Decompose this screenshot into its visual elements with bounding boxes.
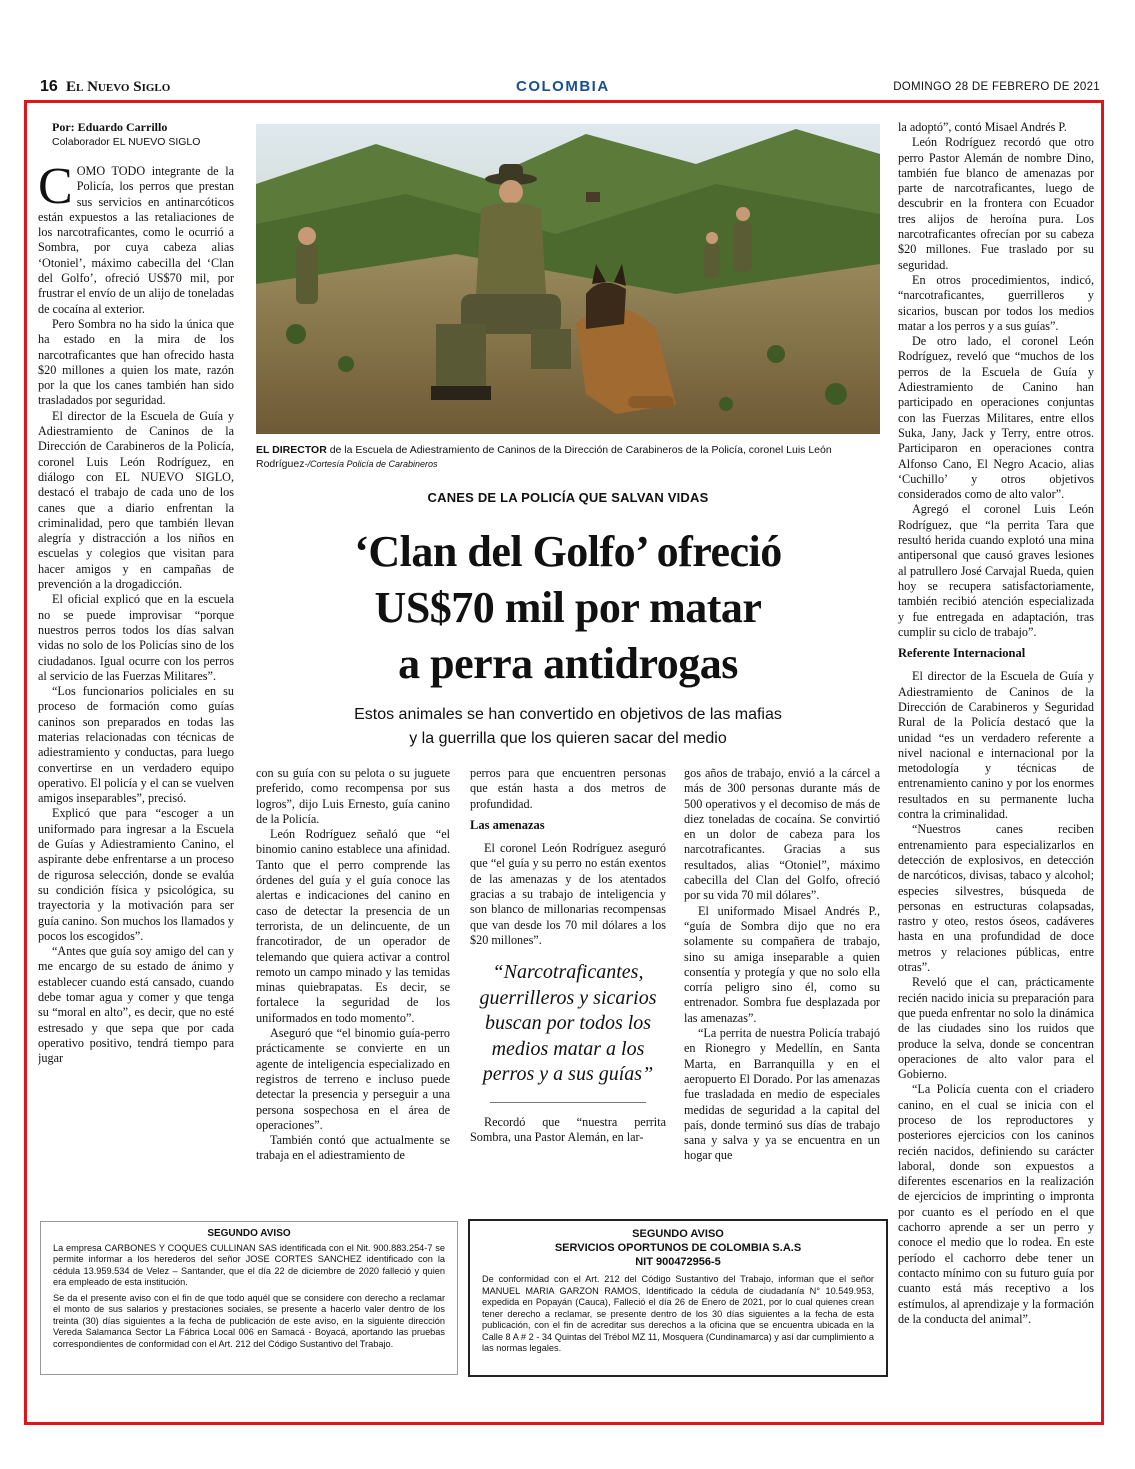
page-number: 16 (40, 78, 58, 95)
article-paragraph: COMO TODO integrante de la Policía, los perros que prestan sus servicios en antinarcóticos están expuestos a las retaliaciones de los narcotraficantes, como le ocurrió a Sombra, por cuya cabeza alias ‘Otoniel’, máximo cabecilla del ‘Clan del Golfo’, ofreció US$70 mil, por frustrar el envío de un alijo de toneladas de cocaína al exterior. (38, 158, 234, 316)
headline (256, 524, 880, 692)
notice-paragraph: De conformidad con el Art. 212 del Código Sustantivo del Trabajo, informan que el señor MANUEL MARIA GARZON RAMOS, Identificado la cédula de ciudadanía N° 10.549.953, expedida en Popayán (Cauca), Falleció el día 26 de Enero de 2021, por lo cual quienes crean tener derecho a reclamar, se presente dentro de los 30 días siguientes a la fecha de esta publicación, con el fin de acreditar sus derechos a la oficina que se encuentra ubicada en la Calle 8 A # 2 - 34 Quintas del Trébol MZ 11, Mosquera (Cundinamarca) y así dar cumplimiento a las normas legales. (482, 1274, 874, 1353)
photo-illustration (256, 124, 880, 434)
article-paragraph: “La Policía cuenta con el criadero canino, en el cual se inicia con el proceso de los reproductores y posteriores ejercicios con los caninos recién nacidos, definiendo su carácter laboral, donde son expuestos a diferentes escenarios en la realización de ejercicios de imprinting o impronta por cuanto es el período en el que cachorro aprende a ser un perro y conoce el medio que lo rodea. En este período el cachorro debe tener un contacto mínimo con su futuro guía por cuanto está más receptivo a los estímulos, al aprendizaje y la formación de la conducta del animal”. (898, 1082, 1094, 1326)
kicker: CANES DE LA POLICÍA QUE SALVAN VIDAS (427, 490, 709, 505)
masthead (40, 78, 1100, 100)
article-paragraph: perros para que encuentren personas que están hasta a dos metros de profundidad. (470, 766, 666, 811)
deck-line: y la guerrilla que los quieren sacar del medio (409, 730, 727, 747)
notice-title: SEGUNDO AVISO (632, 1228, 724, 1240)
notice-company: SERVICIOS OPORTUNOS DE COLOMBIA S.A.S (554, 1242, 802, 1254)
article-paragraph: De otro lado, el coronel León Rodríguez, reveló que “muchos de los perros de la Escuela de Guía y Adiestramiento de Canino han participado en operaciones conjuntas con las Fuerzas Militares, entre ellos Suka, Jany, Jack y Terry, entre otros. Participaron en operaciones contra Alfonso Cano, El Negro Acacio, alias ‘Cuchillo’ y otros objetivos considerados como de alto valor”. (898, 334, 1094, 502)
column-5 (898, 120, 1094, 1385)
article-paragraph: También contó que actualmente se trabaja en el adiestramiento de (256, 1133, 450, 1163)
photo-caption (256, 443, 880, 471)
caption-text: de la Escuela de Adiestramiento de Caninos de la Dirección de Carabineros de la Policía, coronel Luis León Rodríguez (256, 444, 832, 470)
byline-role: Colaborador EL NUEVO SIGLO (52, 136, 201, 148)
byline (38, 120, 234, 150)
article-paragraph: Reveló que el can, prácticamente recién nacido inicia su preparación para que pueda enfrentar no solo la dinámica de las ciudades sino los ruidos que produce la selva, donde se concentran operaciones de alto valor para el Gobierno. (898, 975, 1094, 1082)
notice-paragraph: Se da el presente aviso con el fin de que todo aquél que se considere con derecho a reclamar el monto de sus salarios y prestaciones sociales, se presente a hacerlo valer dentro de los treinta (30) días siguientes a la fecha de publicación de este aviso, en la siguiente dirección Vereda Salamanca Sector La Fábrica Local 006 en Samacá - Boyacá, aportando las pruebas correspondientes de conformidad con el Art. 212 del Código Sustantivo del Trabajo. (53, 1292, 445, 1349)
article-paragraph: El coronel León Rodríguez aseguró que “el guía y su perro no están exentos de las amenazas y de los atentados gracias a su trabajo de inteligencia y son blanco de millonarias recompensas que van desde los 70 mil dólares a los $20 millones”. (470, 841, 666, 947)
notice-title: SEGUNDO AVISO (207, 1228, 291, 1239)
column-3 (470, 766, 666, 1190)
article-paragraph: “Los funcionarios policiales en su proceso de formación como guías caninos son preparados en todas las materias relacionadas con técnicas de adiestramiento y conductas, para luego convertirse en un verdadero equipo operativo. El policía y el can se vuelven amigos inseparables”, precisó. (38, 684, 234, 806)
article-paragraph: con su guía con su pelota o su juguete preferido, como recompensa por sus logros”, dijo Luis Ernesto, guía canino de la Policía. (256, 766, 450, 826)
article-photo (256, 124, 880, 434)
column-4 (684, 766, 880, 1190)
article-paragraph: Recordó que “nuestra perrita Sombra, una Pastor Alemán, en lar- (470, 1114, 666, 1145)
article-paragraph: León Rodríguez señaló que “el binomio canino establece una afinidad. Tanto que el perro comprende las órdenes del guía y el guía conoce las alertas e indicaciones del canino en caso de detectar la presencia de un terrorista, de un delincuente, de un francotirador, de un operador de telemando que quiera activar a control remoto un campo minado y las temidas minas quiebrapatas. Es decir, se fortalece la seguridad de los uniformados en todo momento”. (256, 827, 450, 1025)
pull-quote: “Narcotraficantes, guerrilleros y sicarios buscan por todos los medios matar a los perros y a sus guías” (479, 961, 657, 1086)
article-paragraph: El uniformado Misael Andrés P., “guía de Sombra dijo que no era solamente su compañera de trabajo, sino su amiga inseparable a quien consentía y protegía y que no solo ella corría peligro sino él, como su entrenador. Sombra fue desplazada por las amenazas”. (684, 903, 880, 1025)
subhead: Las amenazas (470, 817, 545, 832)
photo-credit: -/Cortesía Policía de Carabineros (304, 459, 438, 469)
article-paragraph: “La perrita de nuestra Policía trabajó en Rionegro y Medellín, en Santa Marta, en Barranquilla y en el aeropuerto El Dorado. Por las amenazas fue trasladada en medio de especiales medidas de seguridad a la capital del país, donde terminó sus días de trabajo sana y salva y ya se encuentra en un hogar que (684, 1026, 880, 1163)
caption-lead: EL DIRECTOR (256, 444, 327, 456)
paper-name: El Nuevo Siglo (66, 79, 171, 95)
article-paragraph: En otros procedimientos, indicó, “narcotraficantes, guerrilleros y sicarios, buscan por todos los medios matar a los perros y a sus guías”. (898, 272, 1094, 333)
column-2 (256, 766, 450, 1190)
legal-notice-2 (468, 1219, 888, 1377)
article-paragraph: El director de la Escuela de Guía y Adiestramiento de Caninos de la Dirección de Carabineros y Seguridad Rural de la Policía destacó que la unidad “es un verdadero referente a nivel nacional e internacional por la metodología y técnicas de entrenamiento canino y por los enormes resultados en su permanente lucha contra la criminalidad. (898, 669, 1094, 822)
article-paragraph: “Antes que guía soy amigo del can y me encargo de su estado de ánimo y establecer cuando está cansado, cuando debe tomar agua y comer y que tenga su “moral en alto”, es decir, que no esté estresado y que sepa que por cada operativo positivo, tendrá tiempo para jugar (38, 944, 234, 1066)
article-paragraph: Aseguró que “el binomio guía-perro prácticamente se convierte en un agente de inteligencia especializado en registros de terreno e incluso puede detectar la presencia y perseguir a una persona sospechosa en el área de operaciones”. (256, 1026, 450, 1132)
headline-line: ‘Clan del Golfo’ ofreció (354, 527, 782, 576)
article-paragraph: gos años de trabajo, envió a la cárcel a más de 300 personas durante más de 500 operativos y el decomiso de más de diez toneladas de cocaína. Se convirtió en un dolor de cabeza para los narcotraficantes. Gracias a sus resultados, alias “Otoniel”, máximo cabecilla del Clan del Golfo, ofreció por su vida 70 mil dólares”. (684, 766, 880, 903)
legal-notice-1 (40, 1221, 458, 1375)
issue-date: DOMINGO 28 DE FEBRERO DE 2021 (893, 81, 1100, 93)
pull-quote-rule (490, 1102, 647, 1103)
headline-line: US$70 mil por matar (374, 583, 762, 632)
article-paragraph: Agregó el coronel Luis León Rodríguez, que “la perrita Tara que resultó herida cuando explotó una mina antipersonal que causó graves lesiones al patrullero José Carvajal Rueda, quien hoy se recupera satisfactoriamente, también recibió atención especializada y fue entregada en adaptación, tras cumplir su ciclo de trabajo”. (898, 502, 1094, 639)
column-1 (38, 120, 234, 1190)
article-paragraph: León Rodríguez recordó que otro perro Pastor Alemán de nombre Dino, también fue blanco de amenazas por parte de narcotraficantes, luego de descubrir en la frontera con Ecuador tres alijos de heroína pura. Los narcotraficantes ofrecían por su cabeza $20 millones. Fue traslado por su seguridad. (898, 135, 1094, 272)
notice-paragraph: La empresa CARBONES Y COQUES CULLINAN SAS identificada con el Nit. 900.883.254-7 se permite informar a los herederos del señor JOSE CORTES SANCHEZ identificado con la cédula 13.959.534 de Velez – Santander, que el día 22 de diciembre de 2020 falleció y quien era empleado de esta institución. (53, 1242, 445, 1287)
article-paragraph: “Nuestros canes reciben entrenamiento para especializarlos en detección de explosivos, en detección de narcóticos, divisas, tabaco y alcohol; especies silvestres, búsqueda de personas en estructuras colapsadas, rastro y oteo, restos óseos, cadáveres hasta en una profundidad de doce metros y relaciones públicas, entre otras”. (898, 822, 1094, 975)
byline-author: Por: Eduardo Carrillo (52, 120, 168, 134)
article-paragraph: El director de la Escuela de Guía y Adiestramiento de Caninos de la Dirección de Carabineros de la Policía, coronel Luis León Rodríguez, en diálogo con EL NUEVO SIGLO, destacó el trabajo de cada uno de los canes que a diario enfrentan la criminalidad, pero que también llevan alegría y distracción a los niños en escuelas y colegios que visitan para hacer amigos y en campañas de prevención a la drogadicción. (38, 408, 234, 592)
subhead: Referente Internacional (898, 646, 1026, 661)
drop-cap: C (38, 158, 73, 215)
headline-line: a perra antidrogas (398, 639, 738, 688)
article-paragraph: Explicó que para “escoger a un uniformado para ingresar a la Escuela de Guías y Adiestramiento Canino, el aspirante debe enfrentarse a un proceso de rigurosa selección, donde se evalúa su condición física y psicológica, su trayectoria y la motivación para ser guía canino. Son muchos los llamados y pocos los escogidos”. (38, 806, 234, 943)
notice-nit: NIT 900472956-5 (635, 1256, 721, 1268)
article-paragraph: El oficial explicó que en la escuela no se puede improvisar “porque nuestros perros todos los días salvan vidas no solo de los Policías sino de los ciudadanos. Igual ocurre con los perros al servicio de las Fuerzas Militares”. (38, 592, 234, 683)
deck (256, 703, 880, 751)
article-paragraph: Pero Sombra no ha sido la única que ha estado en la mira de los narcotraficantes que han ofrecido hasta $20 millones a quien los mate, razón por la que los canes también han sido trasladados por seguridad. (38, 316, 234, 408)
section-name: COLOMBIA (516, 78, 610, 95)
deck-line: Estos animales se han convertido en objetivos de las mafias (354, 706, 782, 723)
article-paragraph: la adoptó”, contó Misael Andrés P. (898, 120, 1067, 134)
